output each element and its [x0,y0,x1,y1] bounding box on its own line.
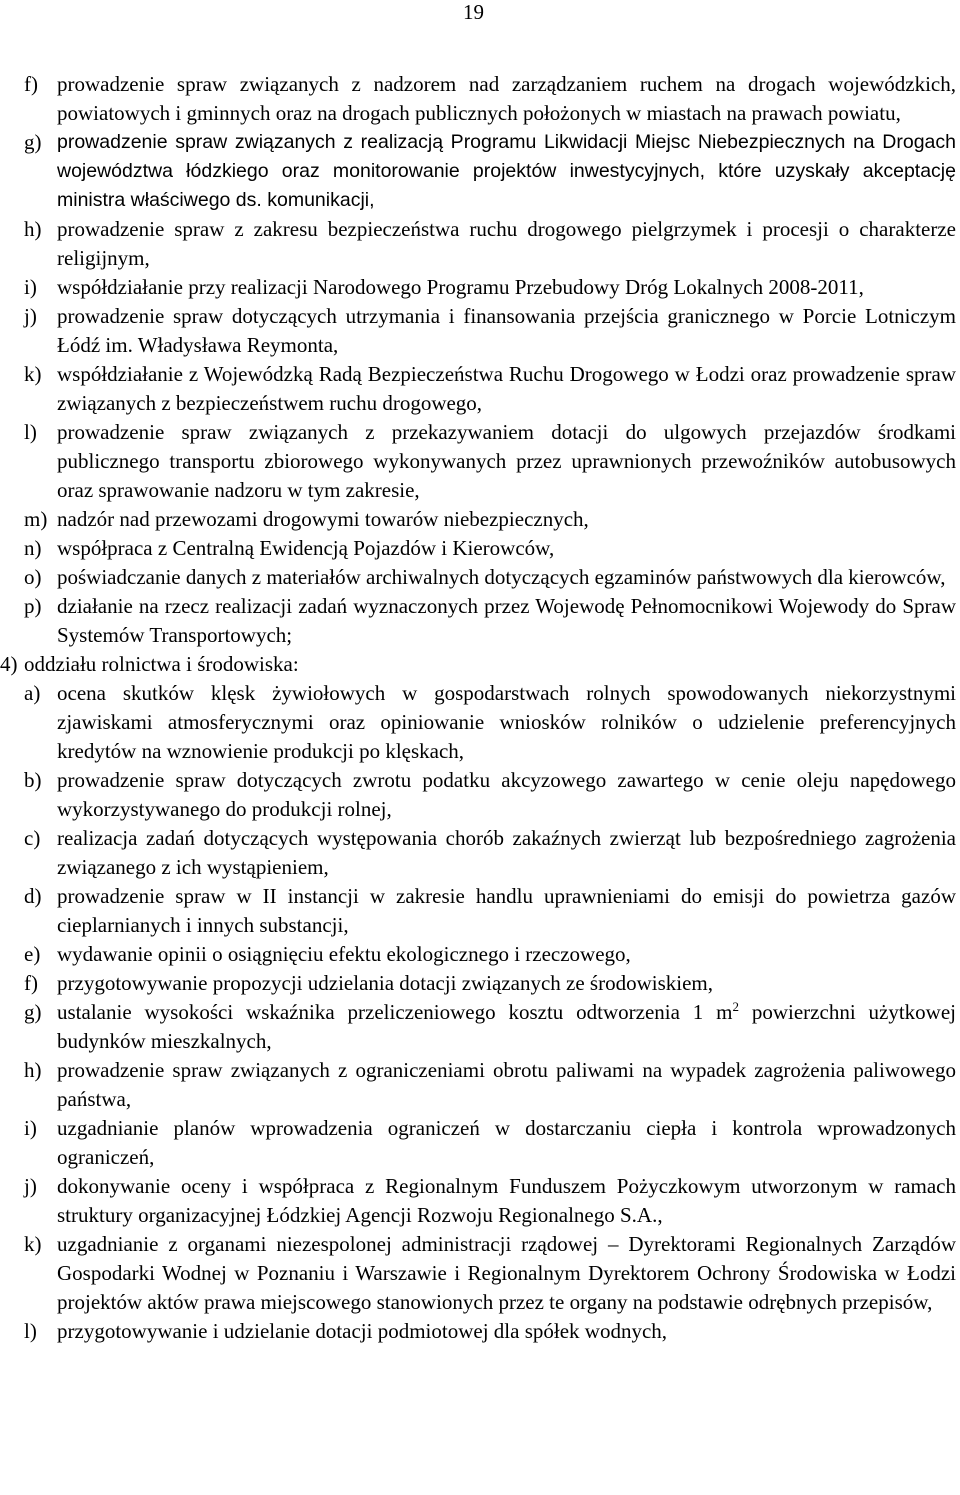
item-text: prowadzenie spraw dotyczących zwrotu podatku akcyzowego zawartego w cenie oleju napędowego wykorzystywanego do produkcji rolnej, [57,768,956,821]
list-item-3k [0,360,960,418]
item-text: prowadzenie spraw związanych z nadzorem nad zarządzaniem ruchem na drogach wojewódzkich, powiatowych i gminnych oraz na drogach publicznych położonych w miastach na prawach powiatu, [57,72,956,125]
list-item-4f [0,969,960,998]
list-item-3l [0,418,960,505]
list-item-4a [0,679,960,766]
page-number: 19 [463,0,484,24]
item-text-before: ustalanie wysokości wskaźnika przeliczeniowego kosztu odtworzenia 1 m [57,1000,733,1024]
item-text: wydawanie opinii o osiągnięciu efektu ekologicznego i rzeczowego, [57,942,631,966]
list-item-4j [0,1172,960,1230]
item-label: j) [24,304,37,328]
list-item-3f [0,70,960,128]
item-label: m) [24,507,48,531]
item-text: prowadzenie spraw związanych z ograniczeniami obrotu paliwami na wypadek zagrożenia paliwowego państwa, [57,1058,956,1111]
item-label: b) [24,768,42,792]
list-item-4k [0,1230,960,1317]
list-item-4h [0,1056,960,1114]
item-label: g) [24,1000,42,1024]
list-item-3j [0,302,960,360]
item-label: h) [24,1058,42,1082]
item-text: poświadczanie danych z materiałów archiwalnych dotyczących egzaminów państwowych dla kierowców, [57,565,946,589]
item-text: prowadzenie spraw z zakresu bezpieczeństwa ruchu drogowego pielgrzymek i procesji o charakterze religijnym, [57,217,956,270]
item-label: i) [24,275,37,299]
item-text: ocena skutków klęsk żywiołowych w gospodarstwach rolnych spowodowanych niekorzystnymi zjawiskami atmosferycznymi oraz opiniowanie wniosków rolników o udzielenie preferencyjnych kredytów na wznowienie produkcji po klęskach, [57,681,956,763]
list-item-4l [0,1317,960,1346]
list-item-3o [0,563,960,592]
section-title: oddziału rolnictwa i środowiska: [24,652,299,676]
list-item-3g [0,128,960,215]
list-item-3h [0,215,960,273]
document-body [0,70,960,1346]
item-label: e) [24,942,41,966]
item-label: g) [24,130,42,154]
item-label: n) [24,536,42,560]
item-text: prowadzenie spraw w II instancji w zakresie handlu uprawnieniami do emisji do powietrza gazów cieplarnianych i innych substancji, [57,884,956,937]
item-label: j) [24,1174,37,1198]
section-heading-4 [0,650,960,679]
item-text: współdziałanie przy realizacji Narodowego Programu Przebudowy Dróg Lokalnych 2008-2011, [57,275,864,299]
item-label: l) [24,1319,37,1343]
list-item-3m [0,505,960,534]
item-text: nadzór nad przewozami drogowymi towarów niebezpiecznych, [57,507,589,531]
item-label: k) [24,362,42,386]
list-item-4d [0,882,960,940]
item-label: f) [24,971,38,995]
item-label: h) [24,217,42,241]
item-text: przygotowywanie i udzielanie dotacji podmiotowej dla spółek wodnych, [57,1319,668,1343]
item-text: uzgadnianie planów wprowadzenia ograniczeń w dostarczaniu ciepła i kontrola wprowadzonych ograniczeń, [57,1116,956,1169]
list-item-4i [0,1114,960,1172]
item-label: p) [24,594,42,618]
item-text-after: powierzchni użytkowej budynków mieszkalnych, [57,1000,956,1053]
item-label: d) [24,884,42,908]
item-text: dokonywanie oceny i współpraca z Regionalnym Funduszem Pożyczkowym utworzonym w ramach struktury organizacyjnej Łódzkiej Agencji Rozwoju Regionalnego S.A., [57,1174,956,1227]
superscript: 2 [732,999,739,1014]
item-text: uzgadnianie z organami niezespolonej administracji rządowej – Dyrektorami Regionalnych Zarządów Gospodarki Wodnej w Poznaniu i Warszawie i Regionalnym Dyrektorem Ochrony Środowiska w Łodzi projektów aktów prawa miejscowego stanowionych przez te organy na podstawie odrębnych przepisów, [57,1232,956,1314]
item-text: współdziałanie z Wojewódzką Radą Bezpieczeństwa Ruchu Drogowego w Łodzi oraz prowadzenie spraw związanych z bezpieczeństwem ruchu drogowego, [57,362,956,415]
section-label: 4) [0,652,18,676]
item-text: prowadzenie spraw związanych z realizacją Programu Likwidacji Miejsc Niebezpiecznych na Drogach województwa łódzkiego oraz monitorowanie projektów inwestycyjnych, które uzyskały akceptację ministra właściwego ds. komunikacji, [57,131,956,211]
item-text: prowadzenie spraw związanych z przekazywaniem dotacji do ulgowych przejazdów środkami publicznego transportu zbiorowego wykonywanych przez uprawnionych przewoźników autobusowych oraz sprawowanie nadzoru w tym zakresie, [57,420,956,502]
item-label: l) [24,420,37,444]
item-text: przygotowywanie propozycji udzielania dotacji związanych ze środowiskiem, [57,971,714,995]
item-text [57,998,956,1056]
list-item-4b [0,766,960,824]
list-item-4c [0,824,960,882]
list-item-4g [0,998,960,1056]
item-text: współpraca z Centralną Ewidencją Pojazdów i Kierowców, [57,536,555,560]
item-label: k) [24,1232,42,1256]
item-label: f) [24,72,38,96]
item-text: działanie na rzecz realizacji zadań wyznaczonych przez Wojewodę Pełnomocnikowi Wojewody do Spraw Systemów Transportowych; [57,594,956,647]
list-item-3i [0,273,960,302]
list-item-3p [0,592,960,650]
item-label: o) [24,565,42,589]
item-label: a) [24,681,41,705]
item-label: i) [24,1116,37,1140]
item-text: prowadzenie spraw dotyczących utrzymania i finansowania przejścia granicznego w Porcie Lotniczym Łódź im. Władysława Reymonta, [57,304,956,357]
list-item-4e [0,940,960,969]
item-label: c) [24,826,41,850]
item-text: realizacja zadań dotyczących występowania chorób zakaźnych zwierząt lub bezpośredniego zagrożenia związanego z ich wystąpieniem, [57,826,956,879]
list-item-3n [0,534,960,563]
